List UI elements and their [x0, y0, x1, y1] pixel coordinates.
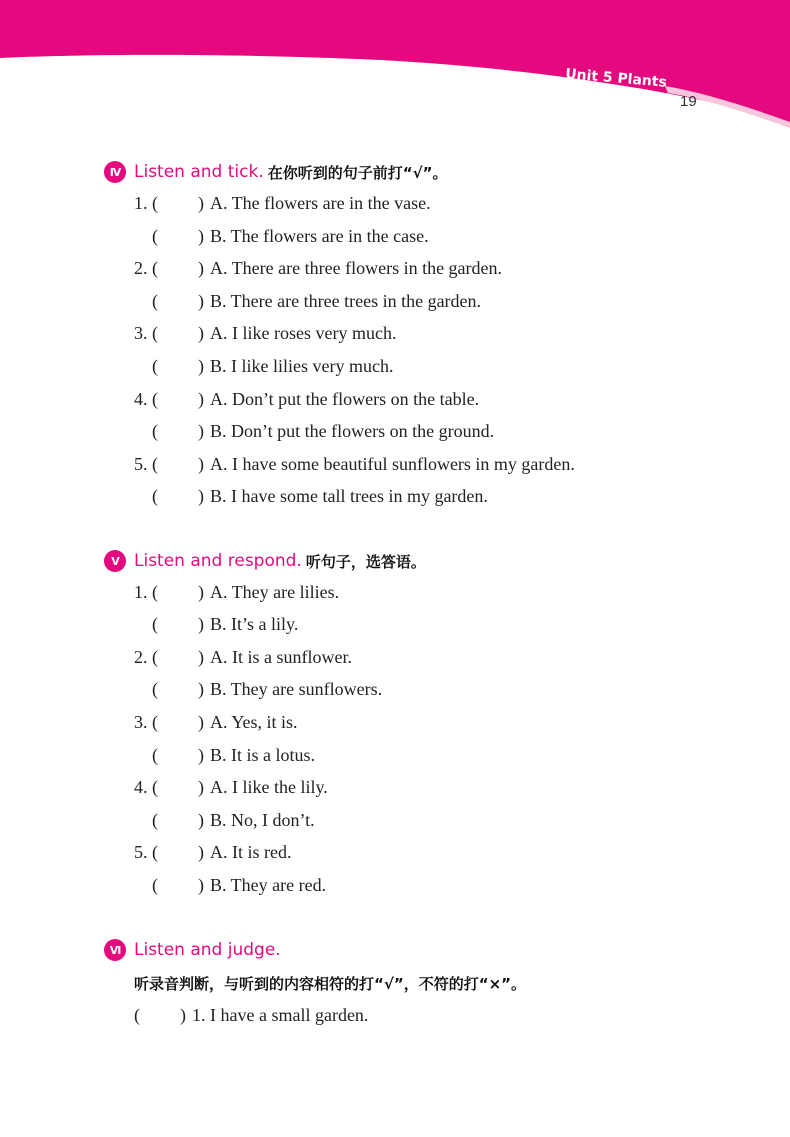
section-v-title: Listen and respond. [134, 551, 302, 571]
section-v-header [104, 549, 426, 573]
section-iv-header [104, 160, 447, 184]
option-b: B. There are three trees in the garden. [210, 291, 482, 311]
section-iv-badge: IV [104, 161, 126, 183]
question-number: 4. [134, 777, 148, 797]
option-a: A. They are lilies. [210, 582, 340, 602]
option-a: A. It is red. [210, 842, 292, 862]
section-vi-header [104, 938, 281, 962]
option-b: B. They are red. [210, 875, 327, 895]
header-band [0, 0, 790, 130]
section-vi-title: Listen and judge. [134, 940, 281, 960]
option-b: B. The flowers are in the case. [210, 226, 429, 246]
question-number: 1. [134, 582, 148, 602]
option-b: B. They are sunflowers. [210, 679, 383, 699]
question-number: 2. [134, 258, 148, 278]
section-v-instruction: 听句子，选答语。 [305, 552, 426, 571]
option-a: A. Don’t put the flowers on the table. [210, 389, 480, 409]
option-a: A. The flowers are in the vase. [210, 193, 431, 213]
option-b: B. Don’t put the flowers on the ground. [210, 421, 495, 441]
option-b: B. It’s a lily. [210, 614, 299, 634]
section-iv-instruction: 在你听到的句子前打“√”。 [267, 163, 448, 182]
page-number: 19 [680, 93, 697, 110]
question-number: 5. [134, 842, 148, 862]
option-b: B. I like lilies very much. [210, 356, 394, 376]
option-a: A. I like the lily. [210, 777, 328, 797]
option-b: B. No, I don’t. [210, 810, 315, 830]
option-a: A. There are three flowers in the garden. [210, 258, 503, 278]
question-number: 2. [134, 647, 148, 667]
section-vi-badge: VI [104, 939, 126, 961]
judge-statement: 1. I have a small garden. [192, 1005, 369, 1025]
option-b: B. It is a lotus. [210, 745, 316, 765]
section-v-badge: V [104, 550, 126, 572]
question-number: 3. [134, 323, 148, 343]
question-number: 4. [134, 389, 148, 409]
question-number: 3. [134, 712, 148, 732]
question-number: 5. [134, 454, 148, 474]
option-a: A. Yes, it is. [210, 712, 298, 732]
option-b: B. I have some tall trees in my garden. [210, 486, 488, 506]
unit-label: Unit 5 Plants [564, 66, 668, 91]
question-number: 1. [134, 193, 148, 213]
option-a: A. I have some beautiful sunflowers in my garden. [210, 454, 575, 474]
section-vi-instruction: 听录音判断，与听到的内容相符的打“√”，不符的打“×”。 [134, 975, 527, 993]
option-a: A. It is a sunflower. [210, 647, 352, 667]
option-a: A. I like roses very much. [210, 323, 397, 343]
section-iv-title: Listen and tick. [134, 162, 264, 182]
